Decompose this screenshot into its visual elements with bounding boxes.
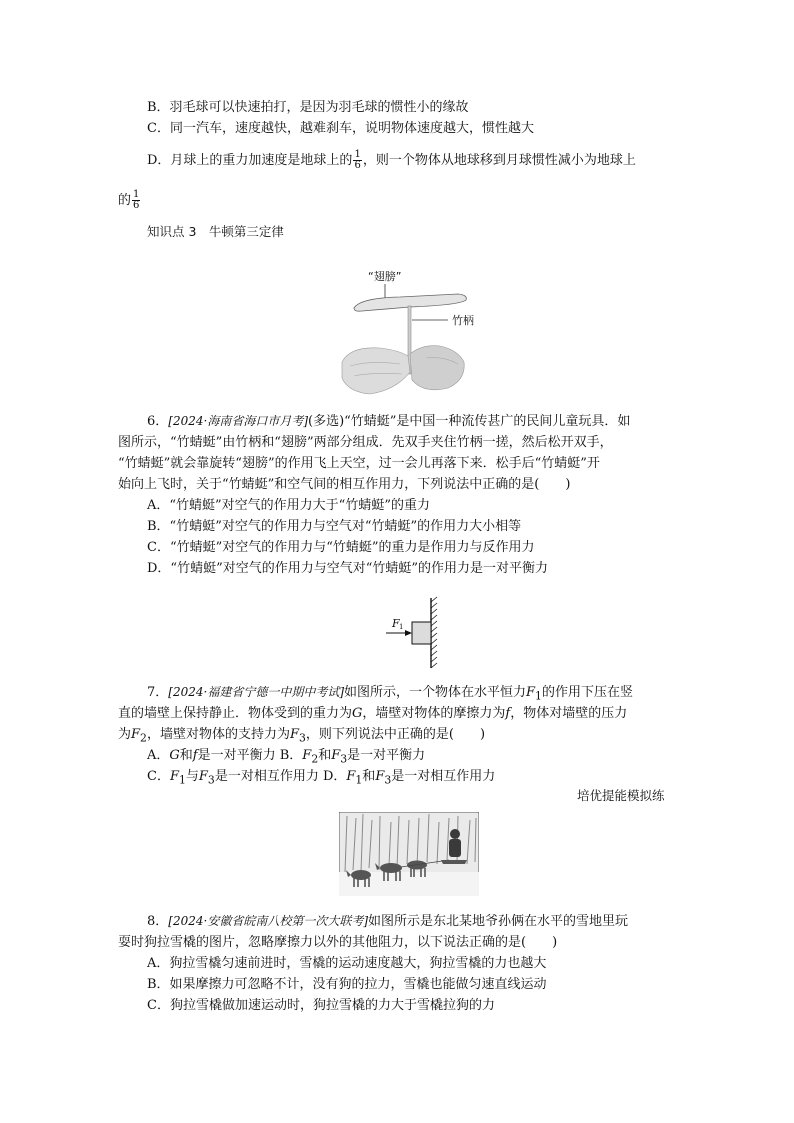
fraction-numerator-2: 1: [133, 189, 140, 200]
q7-opt-c-sub1: 1: [178, 773, 186, 787]
q8-option-a[interactable]: A．狗拉雪橇匀速前进时，雪橇的运动速度越大，狗拉雪橇的力也越大: [147, 956, 547, 971]
q7-opt-b-and: 和: [318, 748, 332, 763]
q7-opt-c-F3: F: [198, 769, 208, 784]
prev-option-b: B．羽毛球可以快速拍打，是因为羽毛球的惯性小的缘故: [147, 100, 469, 115]
q8-number: 8．: [147, 914, 169, 929]
q7-opt-c-label: C．: [147, 769, 170, 784]
sub-2: 2: [140, 731, 147, 745]
q7-opt-a-label: A．: [147, 748, 170, 763]
fraction-denominator: 6: [354, 160, 361, 171]
q7-number: 7．: [147, 685, 169, 700]
section-heading: 知识点 3 牛顿第三定律: [147, 224, 284, 239]
sym-G: G: [352, 706, 363, 721]
q7-options-row-1[interactable]: [147, 746, 425, 769]
right-hand: [410, 346, 464, 390]
q7-stem-1a: 如图所示，一个物体在水平恒力: [344, 685, 527, 700]
fraction-one-sixth: [353, 150, 361, 171]
q6-option-b[interactable]: B．“竹蜻蜓”对空气的作用力与空气对“竹蜻蜓”的作用力大小相等: [147, 519, 522, 534]
fraction-denominator-2: 6: [133, 200, 140, 211]
q7-source: [2024·福建省宁德一中期中考试]: [168, 685, 344, 699]
q7-opt-b-text: 是一对平衡力: [347, 748, 426, 763]
q7-stem-1b: 的作用下压在竖: [541, 685, 633, 700]
fraction-numerator: 1: [354, 149, 361, 160]
q6-source: [2024·海南省海口市月考]: [168, 414, 308, 428]
q7-opt-d-sub1: 1: [355, 773, 363, 787]
q8-stem-1: 如图所示是东北某地爷孙俩在水平的雪地里玩: [368, 914, 629, 929]
q7-opt-a-G: G: [169, 748, 180, 763]
force-label: F: [392, 617, 400, 630]
sym-F1: F: [526, 685, 536, 700]
left-hand: [342, 348, 410, 394]
label-wings: “翅膀”: [368, 270, 402, 283]
q6-line-1: [147, 412, 630, 431]
q8-line-1: [147, 912, 628, 931]
q7-opt-d-F1: F: [346, 769, 356, 784]
q6-stem-3: “竹蜻蜓”就会靠旋转“翅膀”的作用飞上天空，过一会儿再落下来．松手后“竹蜻蜓”开: [118, 456, 600, 471]
prev-option-d-line2-text: 的: [118, 193, 132, 208]
q6-option-c[interactable]: C．“竹蜻蜓”对空气的作用力与“竹蜻蜓”的重力是作用力与反作用力: [147, 540, 535, 555]
q7-opt-a-f: f: [192, 748, 198, 763]
q7-stem-2b: ，墙壁对物体的摩擦力为: [362, 706, 506, 721]
q7-opt-c-and: 与: [185, 769, 199, 784]
q7-options-row-2[interactable]: [147, 767, 495, 790]
q6-option-d[interactable]: D．“竹蜻蜓”对空气的作用力与空气对“竹蜻蜓”的作用力是一对平衡力: [147, 561, 549, 576]
wall-block-figure: [382, 596, 452, 670]
prev-option-d-text1: D．月球上的重力加速度是地球上的: [147, 153, 353, 168]
sub-1: 1: [535, 689, 542, 703]
q7-opt-b-F2: F: [302, 748, 312, 763]
q7-line-3: [118, 725, 485, 748]
q6-option-a[interactable]: A．“竹蜻蜓”对空气的作用力大于“竹蜻蜓”的重力: [147, 498, 430, 513]
prev-option-d: [147, 150, 636, 171]
block: [412, 622, 431, 644]
force-label-sub: 1: [399, 623, 404, 631]
prev-option-c: C．同一汽车，速度越快，越难刹车，说明物体速度越大，惯性越大: [147, 121, 534, 136]
q6-number: 6．: [147, 414, 169, 429]
q7-stem-3b: ，墙壁对物体的支持力为: [146, 727, 290, 742]
q7-stem-3a: 为: [118, 727, 132, 742]
dog-sled-photo: [339, 812, 479, 896]
fraction-one-sixth-2: [132, 190, 140, 211]
q6-stem-2: 图所示，“竹蜻蜓”由竹柄和“翅膀”两部分组成．先双手夹住竹柄一搓，然后松开双手，: [118, 435, 613, 450]
q8-source: [2024·安徽省皖南八校第一次大联考]: [168, 914, 368, 928]
hatched-wall: [431, 597, 437, 668]
prev-option-d-line2: [118, 190, 141, 211]
q7-line-1: [147, 683, 633, 706]
q7-line-2: [118, 704, 627, 723]
q6-stem-4: 始向上飞时，关于“竹蜻蜓”和空气间的相互作用力，下列说法中正确的是( ): [118, 477, 571, 492]
force-arrow-head: [405, 630, 412, 636]
sym-F3: F: [289, 727, 299, 742]
q7-opt-b-sub2: 2: [311, 752, 319, 766]
q8-option-b[interactable]: B．如果摩擦力可忽略不计，没有狗的拉力，雪橇也能做匀速直线运动: [147, 977, 547, 992]
q7-opt-b-sub3: 3: [340, 752, 348, 766]
q7-opt-d-and: 和: [362, 769, 376, 784]
q7-stem-3c: ，则下列说法中正确的是( ): [305, 727, 486, 742]
q7-opt-c-d-text: 是一对相互作用力 D．: [214, 769, 347, 784]
q7-opt-a-b-text: 是一对平衡力 B．: [197, 748, 303, 763]
bamboo-dragonfly-figure: [340, 262, 490, 402]
q7-opt-a-and: 和: [179, 748, 193, 763]
q7-stem-2c: ，物体对墙壁的压力: [510, 706, 628, 721]
sub-3: 3: [298, 731, 306, 745]
q7-stem-2a: 直的墙壁上保持静止．物体受到的重力为: [118, 706, 353, 721]
sym-F2: F: [131, 727, 141, 742]
practice-heading: 培优提能模拟练: [577, 788, 665, 803]
q8-stem-2: 耍时狗拉雪橇的图片，忽略摩擦力以外的其他阻力，以下说法正确的是( ): [118, 935, 558, 950]
q6-stem-1: (多选)“竹蜻蜓”是中国一种流传甚广的民间儿童玩具．如: [308, 414, 631, 429]
q7-opt-b-F3: F: [331, 748, 341, 763]
q7-opt-d-F3: F: [375, 769, 385, 784]
sym-f: f: [505, 706, 511, 721]
q7-opt-d-sub3: 3: [384, 773, 392, 787]
q7-opt-c-sub3: 3: [207, 773, 215, 787]
q7-opt-c-F1: F: [169, 769, 179, 784]
q8-option-c[interactable]: C．狗拉雪橇做加速运动时，狗拉雪橇的力大于雪橇拉狗的力: [147, 998, 495, 1013]
q7-opt-d-text: 是一对相互作用力: [391, 769, 496, 784]
prev-option-d-text2: ，则一个物体从地球移到月球惯性减小为地球上: [362, 153, 636, 168]
label-handle: 竹柄: [452, 314, 474, 327]
